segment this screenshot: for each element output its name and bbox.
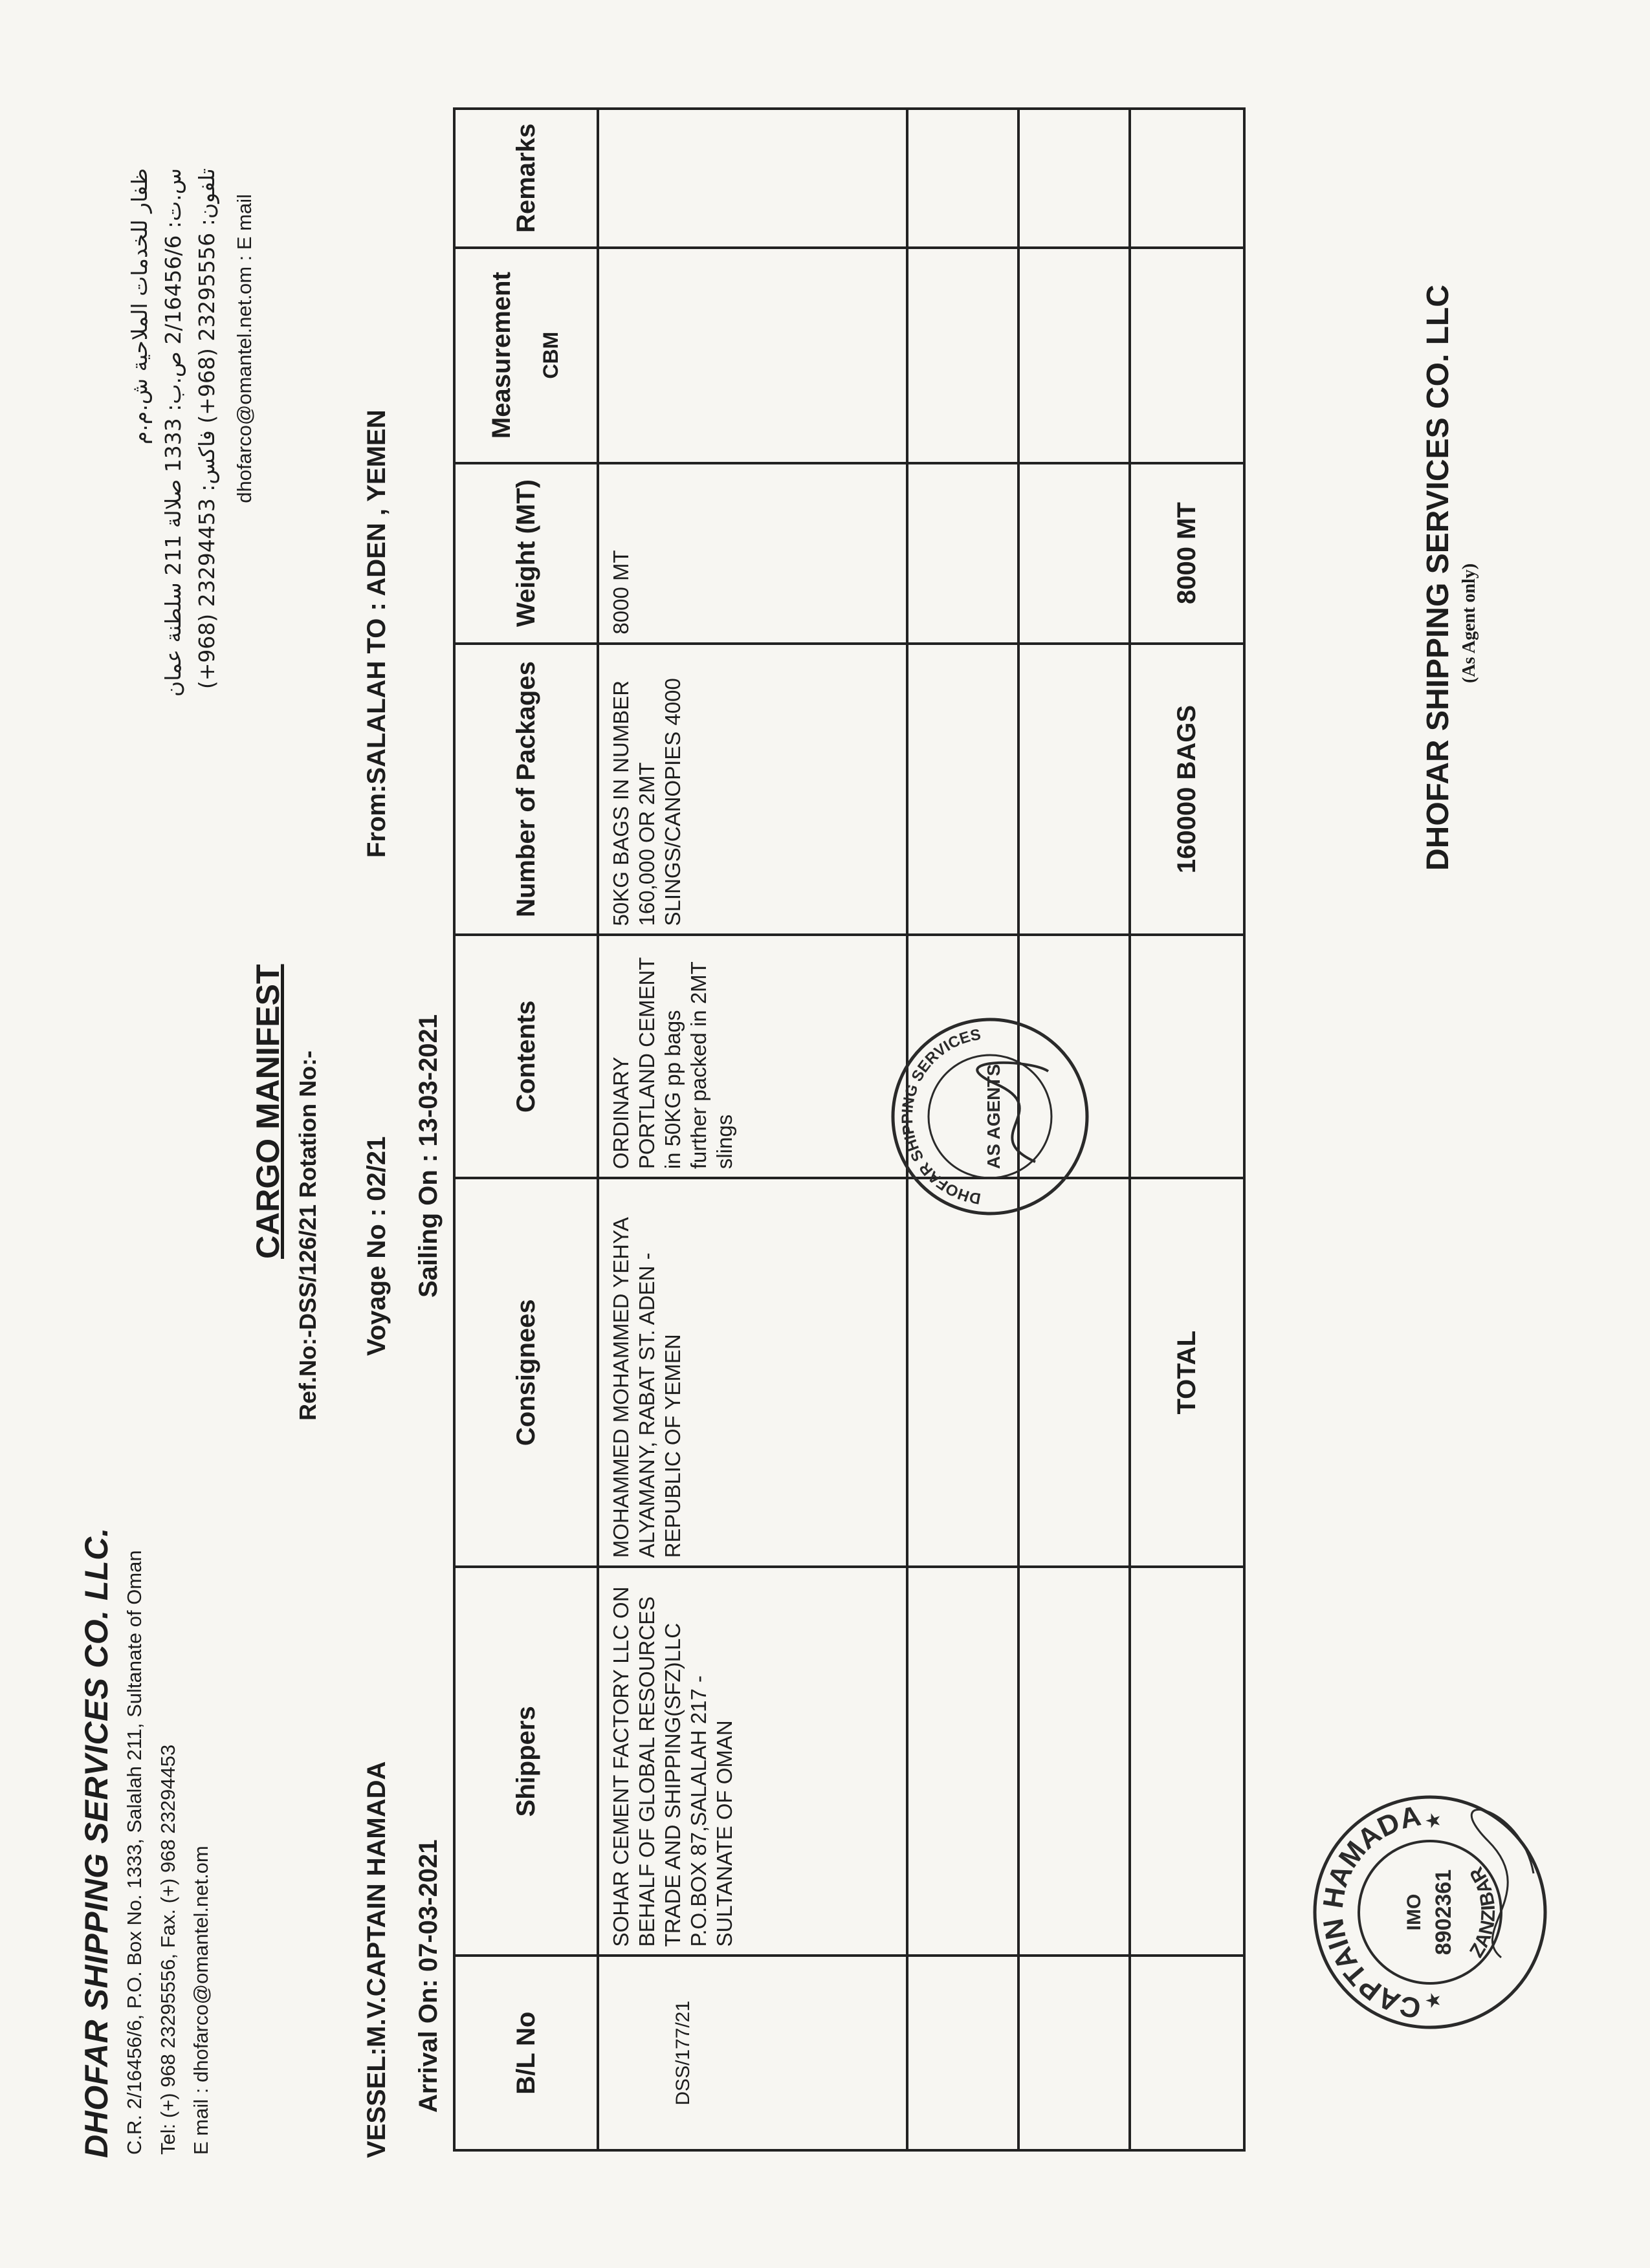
header-consignees: Consignees xyxy=(454,1178,598,1567)
agent-seal-text: AS AGENTS xyxy=(984,1063,1004,1170)
reference-number: Ref.No:-DSS/126/21 Rotation No:- xyxy=(294,1050,321,1421)
voyage-number: Voyage No : 02/21 xyxy=(362,1136,391,1356)
header-measurement-label: Measurement xyxy=(487,272,516,439)
agent-seal-ring-text: DHOFAR SHIPPING SERVICES xyxy=(898,1025,982,1208)
cell-measurement xyxy=(598,248,907,463)
arabic-email: dhofarco@omantel.net.om : E mail xyxy=(233,194,256,503)
vessel-seal-graphic xyxy=(1307,1789,1553,2035)
route: From:SALALAH TO : ADEN , YEMEN xyxy=(362,409,391,858)
vessel-seal-imo: IMO xyxy=(1403,1893,1425,1931)
arabic-header xyxy=(123,168,224,697)
arabic-address: س.ت: 2/16456/6 ص.ب: 1333 صلالة 211 سلطنة عمان xyxy=(160,168,186,697)
agent-seal-stamp xyxy=(886,1013,1097,1220)
cell-remarks xyxy=(598,109,907,248)
header-remarks: Remarks xyxy=(454,109,598,248)
agent-seal-graphic xyxy=(886,1013,1094,1220)
manifest-title: CARGO MANIFEST xyxy=(250,964,286,1259)
table-header-row xyxy=(454,109,598,2150)
vessel-seal-port: ZANZIBAR xyxy=(1466,1863,1500,1961)
cell-packages: 50KG BAGS IN NUMBER 160,000 OR 2MT SLINGS/CANOPIES 4000 xyxy=(598,644,907,935)
vessel-name: VESSEL:M.V.CAPTAIN HAMADA xyxy=(362,1761,391,2158)
footer-company-name: DHOFAR SHIPPING SERVICES CO. LLC xyxy=(1421,285,1455,871)
company-email: E mail : dhofarco@omantel.net.om xyxy=(190,1846,212,2155)
company-name: DHOFAR SHIPPING SERVICES CO. LLC. xyxy=(78,1527,115,2158)
total-weight: 8000 MT xyxy=(1130,463,1244,644)
manifest-table xyxy=(453,107,1246,2152)
cell-shippers: SOHAR CEMENT FACTORY LLC ON BEHALF OF GLOBAL RESOURCES TRADE AND SHIPPING(SFZ)LLC P.O.BOX 87,SALALAH 217 -SULTANATE OF OMAN xyxy=(598,1567,907,1956)
total-label: TOTAL xyxy=(1130,1178,1244,1567)
arabic-company-name: ظفار للخدمات الملاحية ش.م.م xyxy=(127,168,152,444)
arrival-date: Arrival On: 07-03-2021 xyxy=(414,1839,443,2113)
company-phone: Tel: (+) 968 23295556, Fax. (+) 968 23294453 xyxy=(157,1744,179,2155)
header-weight: Weight (MT) xyxy=(454,463,598,644)
cell-weight: 8000 MT xyxy=(598,463,907,644)
company-address: C.R. 2/16456/6, P.O. Box No. 1333, Salalah 211, Sultanate of Oman xyxy=(123,1550,146,2155)
sailing-date: Sailing On : 13-03-2021 xyxy=(414,1014,443,1298)
cell-contents: ORDINARY PORTLAND CEMENT in 50KG pp bags further packed in 2MT slings xyxy=(598,935,907,1178)
table-total-row xyxy=(1130,109,1244,2150)
cell-consignees: MOHAMMED MOHAMMED YEHYA ALYAMANY, RABAT ST. ADEN - REPUBLIC OF YEMEN xyxy=(598,1178,907,1567)
vessel-seal-stamp xyxy=(1307,1789,1556,2035)
vessel-seal-number: 8902361 xyxy=(1431,1869,1456,1956)
header-contents: Contents xyxy=(454,935,598,1178)
cell-bl-no: DSS/177/21 xyxy=(598,1956,907,2150)
star-icon: ★ xyxy=(1423,1992,1444,2009)
footer-agent-note: (As Agent only) xyxy=(1459,563,1479,683)
star-icon: ★ xyxy=(1423,1812,1444,1829)
total-packages: 160000 BAGS xyxy=(1130,644,1244,935)
table-row xyxy=(598,109,907,2150)
header-measurement-unit: CBM xyxy=(539,331,562,379)
header-bl-no: B/L No xyxy=(454,1956,598,2150)
arabic-phone: تلفون: 23295556 (968+) فاكس: 23294453 (968+) xyxy=(194,168,219,690)
header-measurement xyxy=(454,248,598,463)
header-packages: Number of Packages xyxy=(454,644,598,935)
header-shippers: Shippers xyxy=(454,1567,598,1956)
vessel-seal-name: CAPTAIN HAMADA xyxy=(1317,1800,1424,2025)
